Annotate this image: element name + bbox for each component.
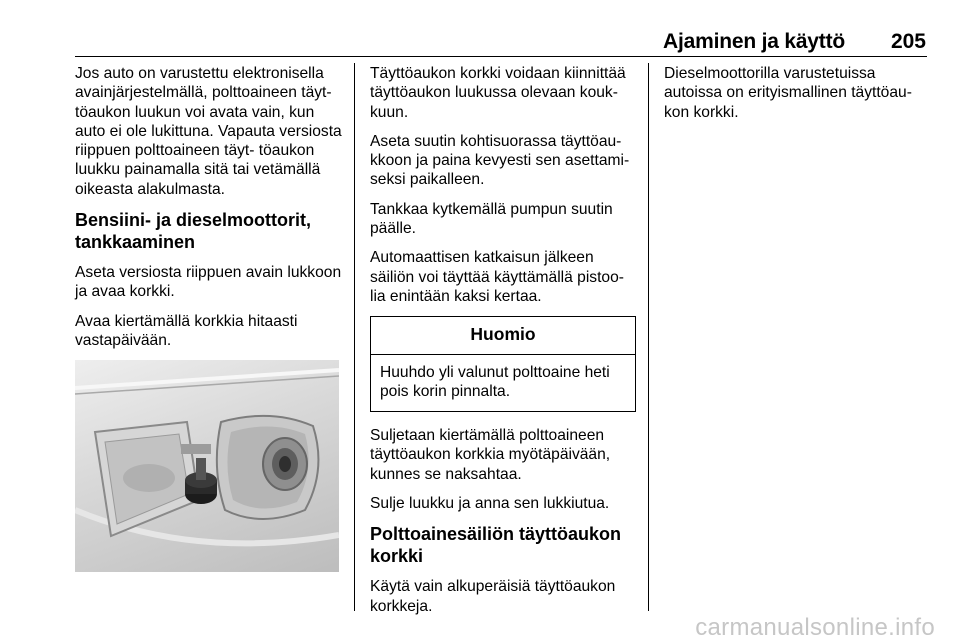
section-heading-filler-cap: Polttoainesäiliön täyttöaukon korkki (370, 524, 622, 567)
section-heading-refuelling: Bensiini- ja dieselmoottorit, tankkaaminen (75, 210, 312, 253)
column-1 (75, 64, 343, 572)
column-2 (370, 64, 636, 626)
paragraph-original-caps: Käytä vain alkuperäisiä täyttöaukon korkkeja. (370, 578, 616, 615)
column-divider-2 (648, 63, 649, 611)
paragraph-insert-key: Aseta versiosta riippuen avain lukkoon ja avaa korkki. (75, 264, 342, 301)
paragraph-close-flap: Sulje luukku ja anna sen lukkiutua. (370, 495, 610, 513)
fuel-filler-photo (75, 360, 339, 572)
column-divider-1 (354, 63, 355, 611)
notice-box (370, 316, 636, 412)
column-3 (664, 64, 926, 132)
paragraph-start-pump: Tankkaa kytkemällä pumpun suutin päälle. (370, 200, 613, 238)
paragraph-close-cap: Suljetaan kiertämällä polttoaineen täyttöaukon korkkia myötäpäivään, kunnes se naksahtaa. (370, 427, 611, 483)
paragraph-auto-cutoff: Automaattisen katkaisun jälkeen säiliön voi täyttää käyttämällä pistoo- lia enintään kaksi kertaa. (370, 249, 624, 305)
paragraph-open-cap: Avaa kiertämällä korkkia hitaasti vastapäivään. (75, 312, 298, 349)
notice-body: Huuhdo yli valunut polttoaine heti pois korin pinnalta. (380, 363, 610, 400)
paragraph-keyless-access: Jos auto on varustettu elektronisella avainjärjestelmällä, polttoaineen täyt- töaukon luukun voi avata vain, kun auto ei ole lukittuna. Vapauta versiosta riippuen polttoaineen täyt- töaukon luukku painamalla sitä tai vetämällä oikeasta alakulmasta. (75, 65, 342, 198)
notice-title: Huomio (371, 317, 635, 354)
chapter-title: Ajaminen ja käyttö (663, 30, 845, 53)
header-rule (75, 56, 927, 57)
paragraph-diesel-cap: Dieselmoottorilla varustetuissa autoissa on erityismallinen täyttöau- kon korkki. (664, 65, 912, 121)
paragraph-insert-nozzle: Aseta suutin kohtisuorassa täyttöau- kkoon ja paina kevyesti sen asettami- seksi paikalleen. (370, 132, 630, 189)
page-number: 205 (890, 30, 926, 53)
paragraph-hook-cap: Täyttöaukon korkki voidaan kiinnittää täyttöaukon luukussa olevaan kouk- kuun. (370, 65, 626, 121)
watermark: carmanualsonline.info (695, 614, 935, 641)
